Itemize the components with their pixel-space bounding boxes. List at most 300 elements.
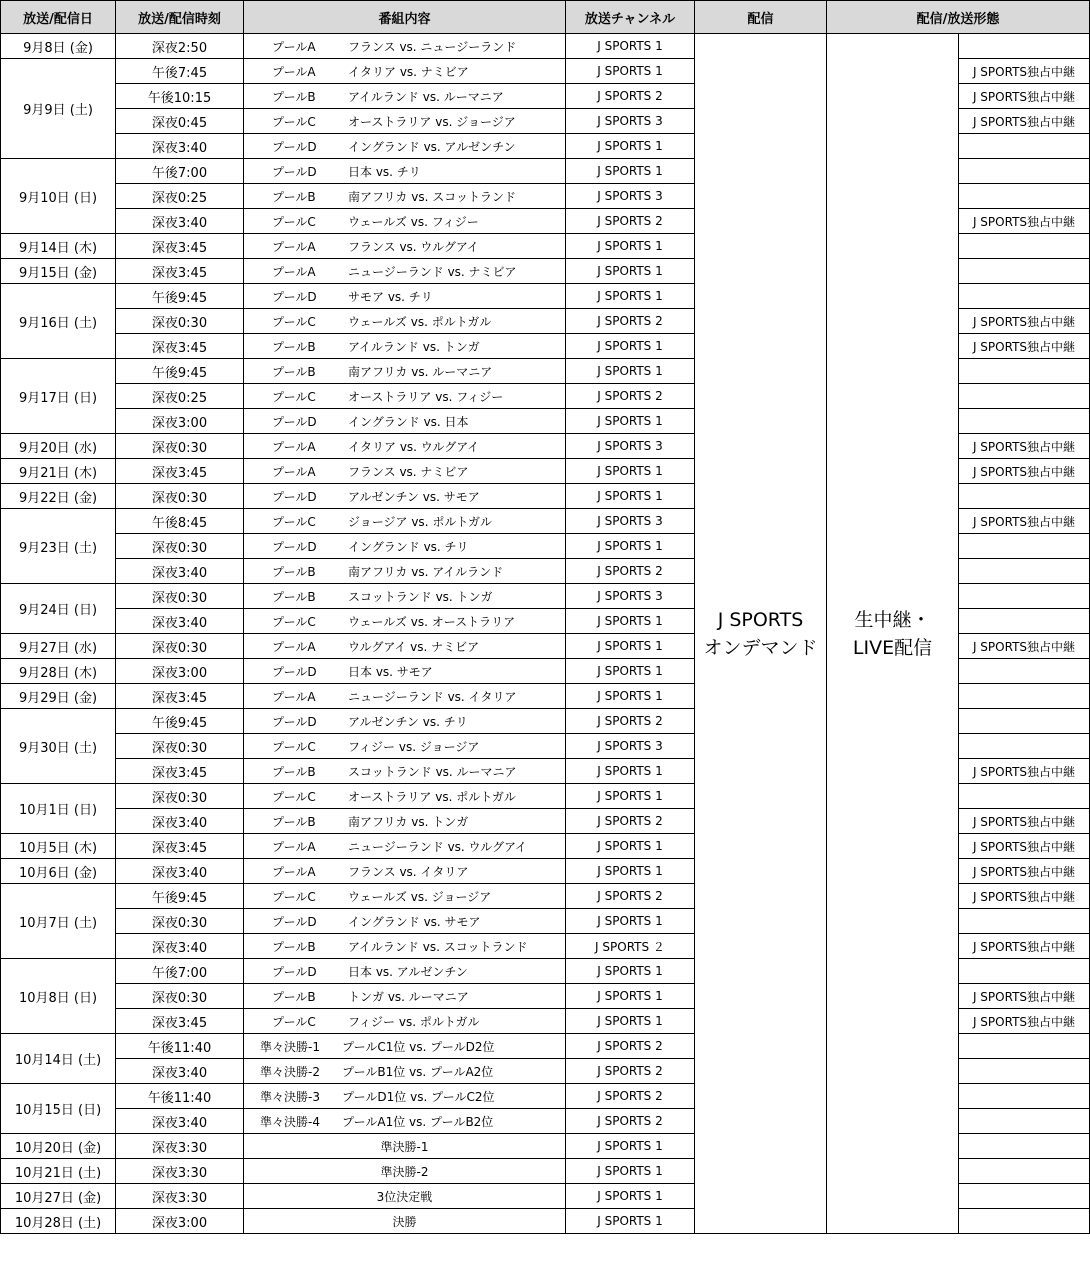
time-cell: 深夜0:30 xyxy=(116,584,244,609)
time-cell: 深夜0:30 xyxy=(116,734,244,759)
date-cell: 9月30日 (土) xyxy=(1,709,116,784)
pool-label: プールA xyxy=(272,639,316,654)
pool-label: プールD xyxy=(272,164,317,179)
match-label: イタリア vs. ナミビア xyxy=(348,64,469,79)
program-cell xyxy=(244,984,566,1009)
program-cell xyxy=(244,709,566,734)
exclusive-cell xyxy=(959,384,1090,409)
pool-label: プールD xyxy=(272,964,317,979)
program-cell: 決勝 xyxy=(244,1209,566,1234)
pool-label: プールB xyxy=(272,89,316,104)
exclusive-cell xyxy=(959,284,1090,309)
channel-cell: J SPORTS 1 xyxy=(566,784,695,809)
pool-label: プールD xyxy=(272,714,317,729)
channel-cell: J SPORTS 2 xyxy=(566,1034,695,1059)
channel-cell: J SPORTS 2 xyxy=(566,1109,695,1134)
time-cell: 深夜0:30 xyxy=(116,309,244,334)
match-label: サモア vs. チリ xyxy=(348,289,433,304)
header-stream: 配信 xyxy=(695,1,827,34)
channel-cell: J SPORTS 2 xyxy=(566,1084,695,1109)
program-cell xyxy=(244,534,566,559)
program-cell xyxy=(244,434,566,459)
time-cell: 深夜0:30 xyxy=(116,484,244,509)
channel-cell: J SPORTS 1 xyxy=(566,59,695,84)
pool-label: プールB xyxy=(272,364,316,379)
program-cell xyxy=(244,609,566,634)
time-cell: 深夜3:40 xyxy=(116,134,244,159)
channel-cell: J SPORTS 1 xyxy=(566,684,695,709)
date-cell: 10月27日 (金) xyxy=(1,1184,116,1209)
date-cell: 9月23日 (土) xyxy=(1,509,116,584)
exclusive-cell: J SPORTS独占中継 xyxy=(959,109,1090,134)
time-cell: 深夜3:40 xyxy=(116,1109,244,1134)
time-cell: 午後11:40 xyxy=(116,1084,244,1109)
time-cell: 深夜3:00 xyxy=(116,409,244,434)
time-cell: 深夜3:30 xyxy=(116,1134,244,1159)
pool-label: プールB xyxy=(272,939,316,954)
exclusive-cell: J SPORTS独占中継 xyxy=(959,459,1090,484)
pool-label: プールA xyxy=(272,239,316,254)
match-label: スコットランド vs. ルーマニア xyxy=(348,764,517,779)
pool-label: 準々決勝-1 xyxy=(260,1039,320,1054)
time-cell: 深夜3:45 xyxy=(116,234,244,259)
exclusive-cell xyxy=(959,1109,1090,1134)
time-cell: 深夜3:45 xyxy=(116,1009,244,1034)
date-cell: 9月27日 (水) xyxy=(1,634,116,659)
time-cell: 深夜3:45 xyxy=(116,684,244,709)
exclusive-cell xyxy=(959,134,1090,159)
program-cell xyxy=(244,459,566,484)
pool-label: プールC xyxy=(272,514,316,529)
program-cell xyxy=(244,359,566,384)
program-cell xyxy=(244,1084,566,1109)
program-cell xyxy=(244,659,566,684)
date-cell: 10月8日 (日) xyxy=(1,959,116,1034)
exclusive-cell xyxy=(959,559,1090,584)
pool-label: 準々決勝-2 xyxy=(260,1064,320,1079)
match-label: プールA1位 vs. プールB2位 xyxy=(342,1114,494,1129)
channel-cell: J SPORTS 1 xyxy=(566,1159,695,1184)
exclusive-cell xyxy=(959,1059,1090,1084)
time-cell: 深夜3:45 xyxy=(116,334,244,359)
time-cell: 深夜3:40 xyxy=(116,1059,244,1084)
time-cell: 深夜0:30 xyxy=(116,634,244,659)
channel-cell: J SPORTS 3 xyxy=(566,509,695,534)
program-cell xyxy=(244,684,566,709)
pool-label: プールA xyxy=(272,64,316,79)
pool-label: プールA xyxy=(272,689,316,704)
program-cell xyxy=(244,209,566,234)
program-cell xyxy=(244,284,566,309)
channel-cell: J SPORTS 3 xyxy=(566,584,695,609)
program-cell xyxy=(244,584,566,609)
match-label: イングランド vs. サモア xyxy=(348,914,481,929)
exclusive-cell xyxy=(959,784,1090,809)
date-cell: 9月21日 (木) xyxy=(1,459,116,484)
exclusive-cell xyxy=(959,1084,1090,1109)
channel-cell: J SPORTS 2 xyxy=(566,209,695,234)
program-cell xyxy=(244,334,566,359)
time-cell: 深夜0:25 xyxy=(116,384,244,409)
time-cell: 午後9:45 xyxy=(116,284,244,309)
channel-cell: J SPORTS 3 xyxy=(566,184,695,209)
pool-label: プールD xyxy=(272,664,317,679)
channel-cell: J SPORTS 2 xyxy=(566,309,695,334)
program-cell xyxy=(244,509,566,534)
time-cell: 午後7:00 xyxy=(116,159,244,184)
match-label: プールD1位 vs. プールC2位 xyxy=(342,1089,495,1104)
date-cell: 9月17日 (日) xyxy=(1,359,116,434)
exclusive-cell: J SPORTS独占中継 xyxy=(959,834,1090,859)
time-cell: 深夜0:30 xyxy=(116,434,244,459)
channel-cell: J SPORTS 1 xyxy=(566,1209,695,1234)
time-cell: 深夜3:40 xyxy=(116,559,244,584)
date-cell: 10月6日 (金) xyxy=(1,859,116,884)
exclusive-cell xyxy=(959,659,1090,684)
channel-cell: J SPORTS 2 xyxy=(566,384,695,409)
time-cell: 深夜3:30 xyxy=(116,1184,244,1209)
schedule-body xyxy=(1,34,1090,1234)
program-cell xyxy=(244,784,566,809)
program-cell xyxy=(244,309,566,334)
pool-label: プールC xyxy=(272,789,316,804)
channel-cell: J SPORTS 1 xyxy=(566,909,695,934)
program-cell xyxy=(244,859,566,884)
channel-cell: J SPORTS 1 xyxy=(566,409,695,434)
date-cell: 10月20日 (金) xyxy=(1,1134,116,1159)
match-label: プールC1位 vs. プールD2位 xyxy=(342,1039,495,1054)
channel-cell: J SPORTS 1 xyxy=(566,259,695,284)
match-label: 南アフリカ vs. ルーマニア xyxy=(348,364,493,379)
channel-cell: J SPORTS 1 xyxy=(566,159,695,184)
program-cell xyxy=(244,634,566,659)
match-label: オーストラリア vs. ポルトガル xyxy=(348,789,516,804)
program-cell xyxy=(244,1059,566,1084)
header-channel: 放送チャンネル xyxy=(566,1,695,34)
time-cell: 深夜0:30 xyxy=(116,984,244,1009)
pool-label: プールB xyxy=(272,564,316,579)
exclusive-cell xyxy=(959,959,1090,984)
match-label: アルゼンチン vs. チリ xyxy=(348,714,468,729)
program-cell: 3位決定戦 xyxy=(244,1184,566,1209)
exclusive-cell xyxy=(959,1159,1090,1184)
program-cell xyxy=(244,59,566,84)
pool-label: プールC xyxy=(272,389,316,404)
date-cell: 9月14日 (木) xyxy=(1,234,116,259)
header-format: 配信/放送形態 xyxy=(827,1,1090,34)
exclusive-cell xyxy=(959,584,1090,609)
pool-label: プールD xyxy=(272,914,317,929)
program-cell xyxy=(244,734,566,759)
program-cell xyxy=(244,1109,566,1134)
match-label: ウェールズ vs. フィジー xyxy=(348,214,479,229)
exclusive-cell: J SPORTS独占中継 xyxy=(959,1009,1090,1034)
program-cell xyxy=(244,959,566,984)
program-cell xyxy=(244,409,566,434)
match-label: ジョージア vs. ポルトガル xyxy=(348,514,492,529)
header-date: 放送/配信日 xyxy=(1,1,116,34)
exclusive-cell xyxy=(959,184,1090,209)
channel-cell: J SPORTS 2 xyxy=(566,84,695,109)
pool-label: プールB xyxy=(272,339,316,354)
pool-label: プールC xyxy=(272,739,316,754)
exclusive-cell xyxy=(959,1184,1090,1209)
match-label: ニュージーランド vs. ウルグアイ xyxy=(348,839,527,854)
channel-cell: J SPORTS 1 xyxy=(566,1134,695,1159)
channel-cell: J SPORTS 1 xyxy=(566,1184,695,1209)
program-cell xyxy=(244,834,566,859)
date-cell: 9月29日 (金) xyxy=(1,684,116,709)
match-label: トンガ vs. ルーマニア xyxy=(348,989,469,1004)
time-cell: 午後9:45 xyxy=(116,359,244,384)
date-cell: 9月9日 (土) xyxy=(1,59,116,159)
channel-cell: J SPORTS 1 xyxy=(566,959,695,984)
match-label: プールB1位 vs. プールA2位 xyxy=(342,1064,494,1079)
exclusive-cell: J SPORTS独占中継 xyxy=(959,759,1090,784)
pool-label: プールB xyxy=(272,189,316,204)
time-cell: 深夜3:45 xyxy=(116,459,244,484)
pool-label: プールA xyxy=(272,464,316,479)
date-cell: 10月28日 (土) xyxy=(1,1209,116,1234)
header-time: 放送/配信時刻 xyxy=(116,1,244,34)
pool-label: プールA xyxy=(272,864,316,879)
match-label: オーストラリア vs. フィジー xyxy=(348,389,504,404)
program-cell xyxy=(244,559,566,584)
match-label: フィジー vs. ポルトガル xyxy=(348,1014,480,1029)
channel-cell: J SPORTS 1 xyxy=(566,609,695,634)
time-cell: 午後9:45 xyxy=(116,884,244,909)
program-cell xyxy=(244,909,566,934)
program-cell: 準決勝-2 xyxy=(244,1159,566,1184)
pool-label: プールA xyxy=(272,264,316,279)
program-cell xyxy=(244,109,566,134)
match-label: イングランド vs. アルゼンチン xyxy=(348,139,516,154)
channel-cell: J SPORTS 1 xyxy=(566,359,695,384)
channel-cell: J SPORTS 1 xyxy=(566,1009,695,1034)
exclusive-cell xyxy=(959,1209,1090,1234)
exclusive-cell: J SPORTS独占中継 xyxy=(959,884,1090,909)
time-cell: 深夜3:00 xyxy=(116,1209,244,1234)
match-label: ウェールズ vs. ポルトガル xyxy=(348,314,492,329)
exclusive-cell xyxy=(959,684,1090,709)
date-cell: 10月5日 (木) xyxy=(1,834,116,859)
match-label: 日本 vs. チリ xyxy=(348,164,421,179)
pool-label: プールC xyxy=(272,214,316,229)
channel-cell: J SPORTS 2 xyxy=(566,809,695,834)
match-label: 南アフリカ vs. スコットランド xyxy=(348,189,516,204)
live-format-label: 生中継・ LIVE配信 xyxy=(852,608,933,659)
program-cell xyxy=(244,134,566,159)
channel-cell: J SPORTS 2 xyxy=(566,559,695,584)
exclusive-cell xyxy=(959,909,1090,934)
date-cell: 9月15日 (金) xyxy=(1,259,116,284)
pool-label: プールA xyxy=(272,439,316,454)
match-label: ウェールズ vs. ジョージア xyxy=(348,889,492,904)
time-cell: 深夜2:50 xyxy=(116,34,244,59)
date-cell: 9月8日 (金) xyxy=(1,34,116,59)
channel-cell: J SPORTS 1 xyxy=(566,534,695,559)
program-cell xyxy=(244,234,566,259)
time-cell: 深夜3:40 xyxy=(116,609,244,634)
time-cell: 深夜0:45 xyxy=(116,109,244,134)
match-label: ウェールズ vs. オーストラリア xyxy=(348,614,516,629)
channel-cell: J SPORTS 1 xyxy=(566,234,695,259)
channel-cell: J SPORTS 1 xyxy=(566,484,695,509)
match-label: フランス vs. イタリア xyxy=(348,864,469,879)
table-row xyxy=(1,34,1090,59)
match-label: 日本 vs. サモア xyxy=(348,664,433,679)
time-cell: 深夜0:25 xyxy=(116,184,244,209)
exclusive-cell xyxy=(959,709,1090,734)
time-cell: 深夜3:45 xyxy=(116,259,244,284)
match-label: フランス vs. ニュージーランド xyxy=(348,39,517,54)
program-cell xyxy=(244,159,566,184)
program-cell xyxy=(244,259,566,284)
date-cell: 10月14日 (土) xyxy=(1,1034,116,1084)
time-cell: 深夜3:00 xyxy=(116,659,244,684)
exclusive-cell xyxy=(959,1134,1090,1159)
channel-cell: J SPORTS 1 xyxy=(566,459,695,484)
channel-cell: J SPORTS 1 xyxy=(566,759,695,784)
match-label: 日本 vs. アルゼンチン xyxy=(348,964,468,979)
match-label: オーストラリア vs. ジョージア xyxy=(348,114,516,129)
channel-cell: J SPORTS 1 xyxy=(566,859,695,884)
match-label: 南アフリカ vs. アイルランド xyxy=(348,564,504,579)
channel-cell: J SPORTS 1 xyxy=(566,134,695,159)
exclusive-cell xyxy=(959,484,1090,509)
channel-cell: J SPORTS 3 xyxy=(566,109,695,134)
pool-label: プールD xyxy=(272,414,317,429)
program-cell xyxy=(244,759,566,784)
pool-label: プールC xyxy=(272,614,316,629)
live-format-cell xyxy=(827,34,959,1234)
pool-label: プールB xyxy=(272,589,316,604)
program-cell xyxy=(244,384,566,409)
pool-label: プールD xyxy=(272,539,317,554)
stream-service-label: J SPORTS オンデマンド xyxy=(703,608,818,659)
match-label: ニュージーランド vs. イタリア xyxy=(348,689,517,704)
program-cell xyxy=(244,184,566,209)
match-label: アルゼンチン vs. サモア xyxy=(348,489,480,504)
time-cell: 深夜3:40 xyxy=(116,809,244,834)
exclusive-cell xyxy=(959,1034,1090,1059)
date-cell: 9月20日 (水) xyxy=(1,434,116,459)
channel-cell: J SPORTS 1 xyxy=(566,334,695,359)
match-label: ウルグアイ vs. ナミビア xyxy=(348,639,480,654)
program-cell xyxy=(244,34,566,59)
program-cell xyxy=(244,1034,566,1059)
exclusive-cell: J SPORTS独占中継 xyxy=(959,984,1090,1009)
date-cell: 10月1日 (日) xyxy=(1,784,116,834)
match-label: アイルランド vs. スコットランド xyxy=(348,939,528,954)
match-label: スコットランド vs. トンガ xyxy=(348,589,493,604)
stream-service-cell xyxy=(695,34,827,1234)
time-cell: 午後8:45 xyxy=(116,509,244,534)
exclusive-cell: J SPORTS独占中継 xyxy=(959,309,1090,334)
time-cell: 午後7:00 xyxy=(116,959,244,984)
pool-label: プールC xyxy=(272,314,316,329)
header-program: 番組内容 xyxy=(244,1,566,34)
program-cell xyxy=(244,884,566,909)
time-cell: 深夜0:30 xyxy=(116,784,244,809)
time-cell: 深夜0:30 xyxy=(116,909,244,934)
pool-label: プールC xyxy=(272,114,316,129)
exclusive-cell: J SPORTS独占中継 xyxy=(959,84,1090,109)
channel-cell: J SPORTS 1 xyxy=(566,34,695,59)
exclusive-cell: J SPORTS独占中継 xyxy=(959,59,1090,84)
time-cell: 午後9:45 xyxy=(116,709,244,734)
date-cell: 9月28日 (木) xyxy=(1,659,116,684)
channel-cell: J SPORTS 2 xyxy=(566,709,695,734)
exclusive-cell: J SPORTS独占中継 xyxy=(959,634,1090,659)
time-cell: 午後10:15 xyxy=(116,84,244,109)
date-cell: 10月15日 (日) xyxy=(1,1084,116,1134)
exclusive-cell: J SPORTS独占中継 xyxy=(959,434,1090,459)
channel-cell: J SPORTS 1 xyxy=(566,659,695,684)
pool-label: プールB xyxy=(272,989,316,1004)
date-cell: 9月10日 (日) xyxy=(1,159,116,234)
time-cell: 深夜3:45 xyxy=(116,759,244,784)
exclusive-cell xyxy=(959,234,1090,259)
time-cell: 深夜0:30 xyxy=(116,534,244,559)
match-label: イングランド vs. チリ xyxy=(348,539,469,554)
pool-label: プールA xyxy=(272,839,316,854)
exclusive-cell: J SPORTS独占中継 xyxy=(959,859,1090,884)
date-cell: 10月7日 (土) xyxy=(1,884,116,959)
exclusive-cell: J SPORTS独占中継 xyxy=(959,809,1090,834)
time-cell: 深夜3:40 xyxy=(116,934,244,959)
exclusive-cell: J SPORTS独占中継 xyxy=(959,509,1090,534)
date-cell: 10月21日 (土) xyxy=(1,1159,116,1184)
match-label: フランス vs. ナミビア xyxy=(348,464,469,479)
channel-cell: J SPORTS 2 xyxy=(566,884,695,909)
match-label: 南アフリカ vs. トンガ xyxy=(348,814,469,829)
channel-cell: J SPORTS 3 xyxy=(566,434,695,459)
pool-label: 準々決勝-3 xyxy=(260,1089,320,1104)
time-cell: 深夜3:40 xyxy=(116,209,244,234)
time-cell: 午後7:45 xyxy=(116,59,244,84)
exclusive-cell xyxy=(959,259,1090,284)
time-cell: 深夜3:30 xyxy=(116,1159,244,1184)
channel-cell: J SPORTS 1 xyxy=(566,984,695,1009)
time-cell: 深夜3:40 xyxy=(116,859,244,884)
exclusive-cell xyxy=(959,734,1090,759)
exclusive-cell xyxy=(959,359,1090,384)
match-label: ニュージーランド vs. ナミビア xyxy=(348,264,517,279)
match-label: イタリア vs. ウルグアイ xyxy=(348,439,480,454)
exclusive-cell xyxy=(959,609,1090,634)
date-cell: 9月16日 (土) xyxy=(1,284,116,359)
pool-label: プールC xyxy=(272,889,316,904)
program-cell xyxy=(244,934,566,959)
pool-label: プールB xyxy=(272,814,316,829)
pool-label: プールD xyxy=(272,489,317,504)
program-cell xyxy=(244,484,566,509)
exclusive-cell: J SPORTS独占中継 xyxy=(959,209,1090,234)
exclusive-cell xyxy=(959,534,1090,559)
channel-cell: J SPORTS ２ xyxy=(566,934,695,959)
exclusive-cell: J SPORTS独占中継 xyxy=(959,334,1090,359)
pool-label: プールD xyxy=(272,139,317,154)
time-cell: 深夜3:45 xyxy=(116,834,244,859)
program-cell xyxy=(244,1009,566,1034)
exclusive-cell xyxy=(959,159,1090,184)
pool-label: プールD xyxy=(272,289,317,304)
match-label: フランス vs. ウルグアイ xyxy=(348,239,479,254)
header-row xyxy=(1,1,1090,34)
exclusive-cell xyxy=(959,409,1090,434)
exclusive-cell: J SPORTS独占中継 xyxy=(959,934,1090,959)
